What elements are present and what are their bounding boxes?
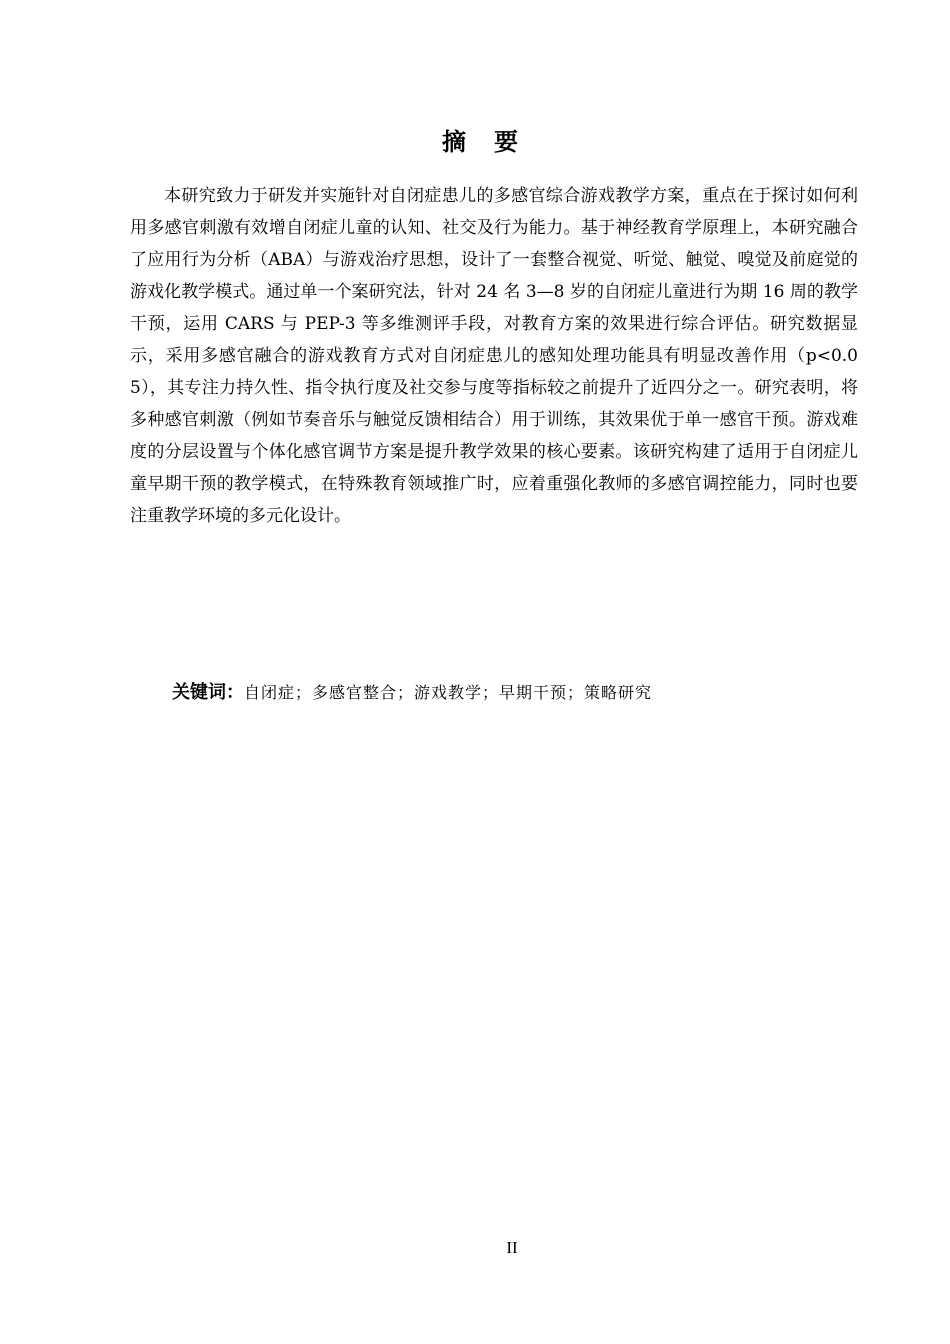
abstract-body: 本研究致力于研发并实施针对自闭症患儿的多感官综合游戏教学方案，重点在于探讨如何利用多感官刺激有效增自闭症儿童的认知、社交及行为能力。基于神经教育学原理上，本研究融合了应用行为分析（ABA）与游戏治疗思想，设计了一套整合视觉、听觉、触觉、嗅觉及前庭觉的游戏化教学模式。通过单一个案研究法，针对 24 名 3—8 岁的自闭症儿童进行为期 16 周的教学干预，运用 CARS 与 PEP-3 等多维测评手段，对教育方案的效果进行综合评估。研究数据显示，采用多感官融合的游戏教育方式对自闭症患儿的感知处理功能具有明显改善作用（p<0.05），其专注力持久性、指令执行度及社交参与度等指标较之前提升了近四分之一。研究表明，将多种感官刺激（例如节奏音乐与触觉反馈相结合）用于训练，其效果优于单一感官干预。游戏难度的分层设置与个体化感官调节方案是提升教学效果的核心要素。该研究构建了适用于自闭症儿童早期干预的教学模式，在特殊教育领域推广时，应着重强化教师的多感官调控能力，同时也要 注重教学环境的多元化设计。 (130, 186, 858, 526)
page-number: II (506, 1238, 518, 1257)
keywords-line (172, 677, 652, 709)
keywords-label: 关键词： (172, 682, 244, 703)
abstract-title: 摘要 (442, 128, 546, 156)
keywords-list: 自闭症；多感官整合；游戏教学；早期干预；策略研究 (244, 683, 653, 702)
